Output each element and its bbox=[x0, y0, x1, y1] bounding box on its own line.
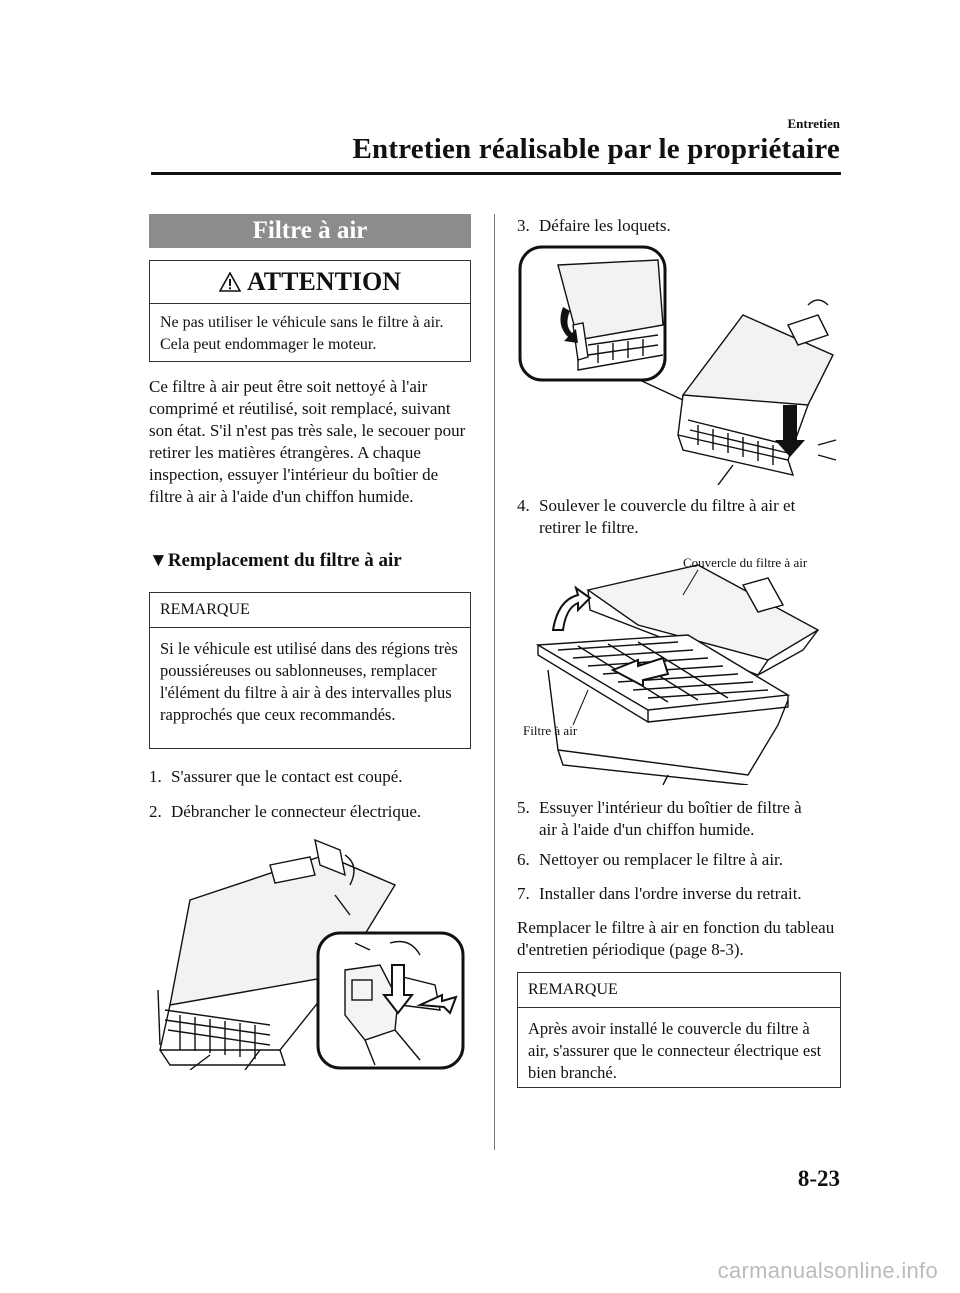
step-7: 7. Installer dans l'ordre inverse du retrait. bbox=[517, 884, 802, 903]
subheading-text: Remplacement du filtre à air bbox=[167, 550, 402, 571]
note-body: Après avoir installé le couvercle du filtre à air, s'assurer que le connecteur électrique est bien branché. bbox=[528, 1019, 822, 1082]
step-2: 2. Débrancher le connecteur électrique. bbox=[149, 802, 422, 821]
watermark: carmanualsonline.info bbox=[717, 1258, 938, 1283]
filter-label: Filtre à air bbox=[523, 723, 578, 738]
schedule-paragraph: Remplacer le filtre à air en fonction du tableau d'entretien périodique (page 8-3). bbox=[517, 918, 835, 959]
page-number: 8-23 bbox=[797, 1166, 840, 1191]
step-1: 1. S'assurer que le contact est coupé. bbox=[149, 767, 403, 786]
note-body: Si le véhicule est utilisé dans des régions très poussiéreuses ou sablonneuses, remplacer l'élément du filtre à air à des intervalles plus rapprochés que ceux recommandés. bbox=[160, 639, 458, 724]
step-6: 6. Nettoyer ou remplacer le filtre à air. bbox=[517, 850, 784, 869]
subheading bbox=[149, 550, 402, 572]
header-rule bbox=[151, 172, 841, 175]
note-box-1 bbox=[149, 592, 471, 749]
connector-illustration bbox=[150, 825, 470, 1070]
page-title: Filtre à air bbox=[149, 214, 471, 248]
note-box-2 bbox=[517, 972, 841, 1088]
latch-illustration bbox=[518, 245, 838, 485]
step-3: 3. Défaire les loquets. bbox=[517, 216, 671, 235]
warning-icon bbox=[219, 272, 241, 292]
attention-header bbox=[150, 261, 470, 304]
step-5: 5. Essuyer l'intérieur du boîtier de filtre à air à l'aide d'un chiffon humide. bbox=[517, 798, 802, 839]
section-title: Entretien réalisable par le propriétaire bbox=[352, 133, 840, 165]
note-heading: REMARQUE bbox=[150, 593, 470, 628]
chapter-label: Entretien bbox=[787, 116, 840, 131]
attention-heading: ATTENTION bbox=[246, 267, 402, 296]
remove-filter-illustration bbox=[518, 550, 838, 785]
step-4: 4. Soulever le couvercle du filtre à air et retirer le filtre. bbox=[517, 496, 796, 537]
intro-paragraph: Ce filtre à air peut être soit nettoyé à l'air comprimé et réutilisé, soit remplacé, suivant son état. S'il n'est pas très sale, le secouer pour retirer les matières étrangères. A chaque inspection, essuyer l'intérieur du boîtier de filtre à air à l'aide d'un chiffon humide. bbox=[149, 377, 466, 506]
attention-body: Ne pas utiliser le véhicule sans le filtre à air. Cela peut endommager le moteur. bbox=[160, 314, 444, 353]
cover-label: Couvercle du filtre à air bbox=[683, 555, 808, 570]
triangle-marker-icon: ▼ bbox=[149, 550, 168, 571]
note-heading: REMARQUE bbox=[518, 973, 840, 1008]
column-divider bbox=[494, 214, 495, 1150]
attention-box bbox=[149, 260, 471, 362]
